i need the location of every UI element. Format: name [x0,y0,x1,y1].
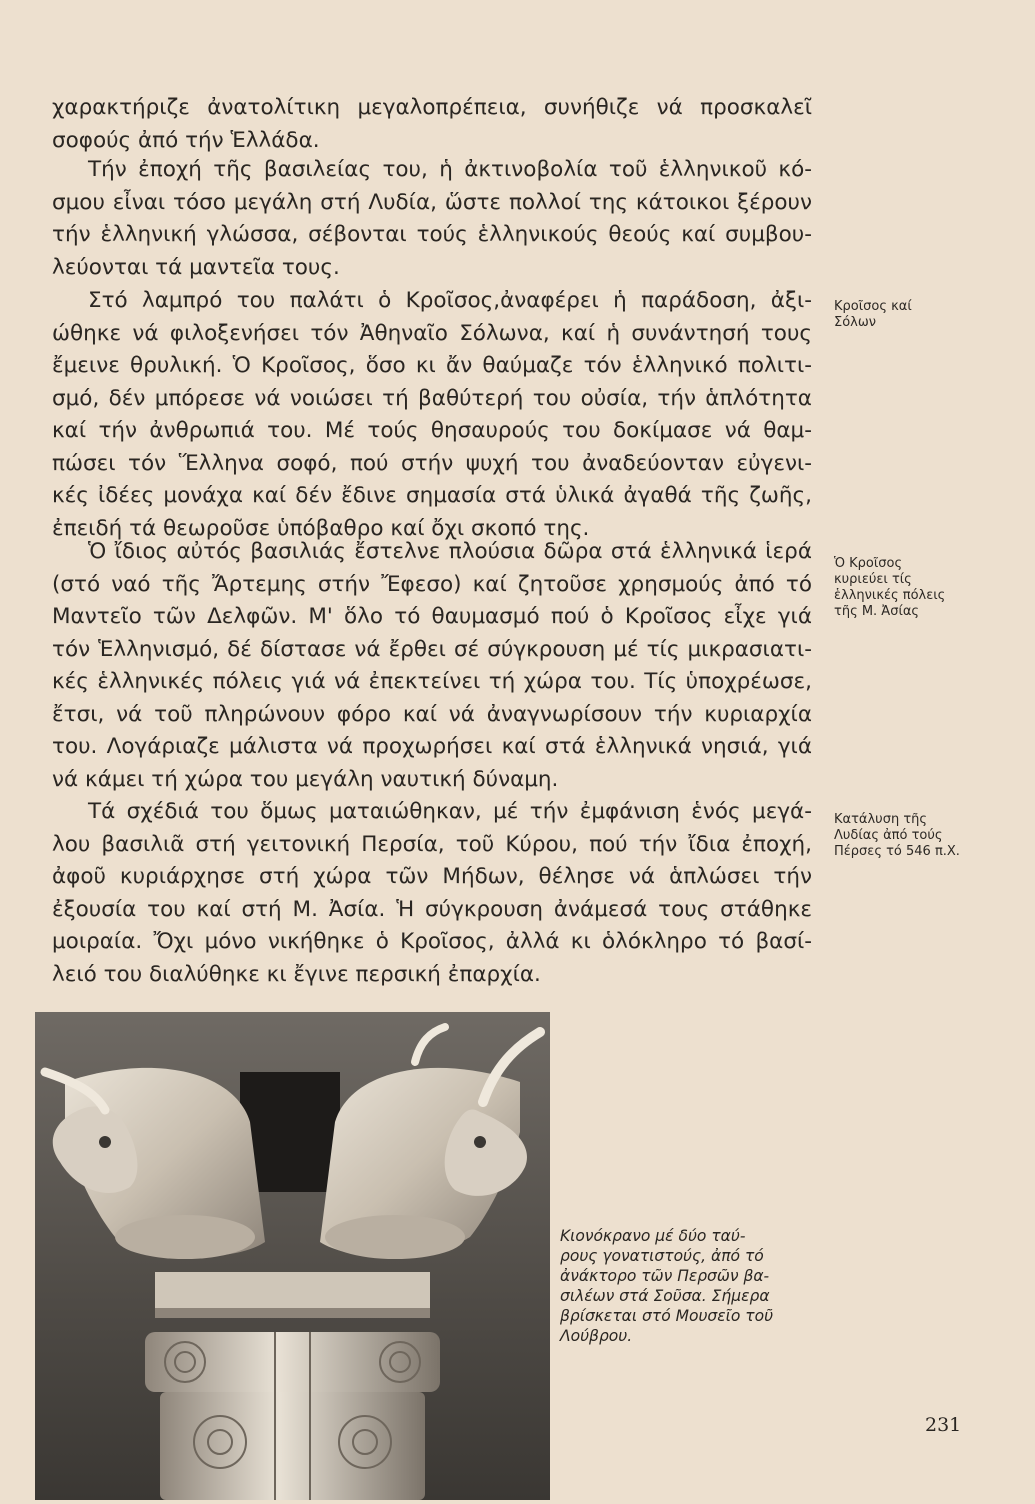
paragraph-2 [52,154,812,284]
text-line: λου βασιλιᾶ στή γειτονική Περσία, τοῦ Κύρου, πού τήν ἴδια ἐποχή, [52,831,812,857]
note-line: κυριεύει τίς [834,572,912,587]
note-line: Σόλων [834,315,877,330]
text-line: χαρακτήριζε ἀνατολίτικη μεγαλοπρέπεια, συνήθιζε νά προσκαλεῖ [52,95,812,120]
note-line: ἑλληνικές πόλεις [834,588,946,603]
text-line: καί τήν ἀνθρωπιά του. Μέ τούς θησαυρούς του δοκίμασε νά θαμ- [52,418,812,443]
paragraph-4 [52,536,812,796]
text-line: τήν ἑλληνική γλώσσα, σέβονται τούς ἑλληνικούς θεούς καί συμβου- [52,222,812,247]
note-line: Κροῖσος καί [834,299,912,314]
bull-capital-image [35,1012,550,1500]
note-line: Κατάλυση τῆς [834,812,928,827]
text-line: τόν Ἑλληνισμό, δέ δίστασε νά ἔρθει σέ σύγκρουση μέ τίς μικρασιατι- [52,636,812,662]
margin-note-croesus-solon [834,299,1004,331]
text-line: Στό λαμπρό του παλάτι ὁ Κροῖσος,ἀναφέρει ἡ παράδοση, ἀξι- [88,288,812,313]
text-line: ἐξουσία του καί στή Μ. Ἀσία. Ἡ σύγκρουση ἀνάμεσά τους στάθηκε [52,896,812,922]
text-line: του. Λογάριαζε μάλιστα νά προχωρήσει καί στά ἑλληνικά νησιά, γιά [52,734,812,759]
text-line: νά κάμει τή χώρα του μεγάλη ναυτική δύναμη. [52,766,559,792]
paragraph-1 [52,92,812,157]
caption-line: σιλέων στά Σοῦσα. Σήμερα [560,1287,770,1305]
caption-line: ἀνάκτορο τῶν Περσῶν βα- [560,1267,770,1285]
bull-capital-photo [35,1012,550,1500]
paragraph-3 [52,285,812,545]
paragraph-5 [52,796,812,991]
text-line: (στό ναό τῆς Ἄρτεμης στήν Ἔφεσο) καί ζητοῦσε χρησμούς ἀπό τό [52,571,812,597]
text-line: ἔμεινε θρυλική. Ὁ Κροῖσος, ὅσο κι ἄν θαύμαζε τόν ἑλληνικό πολιτι- [52,353,812,378]
text-line: σμό, δέν μπόρεσε νά νοιώσει τή βαθύτερή του οὐσία, τήν ἁπλότητα [52,385,812,411]
text-line: πώσει τόν Ἕλληνα σοφό, πού στήν ψυχή του ἀναδεύονταν εὐγενι- [52,450,812,476]
text-line: λειό του διαλύθηκε κι ἔγινε περσική ἐπαρχία. [52,961,541,987]
text-line: ώθηκε νά φιλοξενήσει τόν Ἀθηναῖο Σόλωνα, καί ἡ συνάντησή τους [52,320,812,346]
note-line: Ὁ Κροῖσος [834,556,903,571]
caption-line: Κιονόκρανο μέ δύο ταύ- [560,1227,746,1245]
text-line: σοφούς ἀπό τήν Ἑλλάδα. [52,127,320,153]
caption-line: βρίσκεται στό Μουσεῖο τοῦ [560,1307,774,1325]
text-line: κές ἰδέες μονάχα καί δέν ἔδινε σημασία στά ὑλικά ἀγαθά τῆς ζωῆς, [52,483,812,508]
caption-line: ρους γονατιστούς, ἀπό τό [560,1247,764,1265]
text-line: μοιραία. Ὄχι μόνο νικήθηκε ὁ Κροῖσος, ἀλλά κι ὁλόκληρο τό βασί- [52,929,812,954]
text-line: κές ἑλληνικές πόλεις γιά νά ἐπεκτείνει τή χώρα του. Τίς ὑποχρέωσε, [52,669,812,694]
note-line: τῆς Μ. Ἀσίας [834,604,920,619]
text-line: ἔτσι, νά τοῦ πληρώνουν φόρο καί νά ἀναγνωρίσουν τήν κυριαρχία [52,701,812,727]
text-line: ἐπειδή τά θεωροῦσε ὑπόβαθρο καί ὄχι σκοπό της. [52,515,590,541]
note-line: Λυδίας ἀπό τούς [834,828,943,843]
text-line: Μαντεῖο τῶν Δελφῶν. Μ' ὅλο τό θαυμασμό πού ὁ Κροῖσος εἶχε γιά [52,604,812,629]
text-line: Ὁ ἴδιος αὐτός βασιλιάς ἔστελνε πλούσια δῶρα στά ἑλληνικά ἱερά [88,539,812,564]
text-line: Τά σχέδιά του ὅμως ματαιώθηκαν, μέ τήν ἐμφάνιση ἑνός μεγά- [88,799,812,824]
page-number: 231 [925,1414,962,1436]
text-line: λεύονται τά μαντεῖα τους. [52,254,340,280]
text-line: σμου εἶναι τόσο μεγάλη στή Λυδία, ὥστε πολλοί της κάτοικοι ξέρουν [52,189,812,215]
photo-caption [560,1226,810,1346]
margin-note-asia-minor-cities [834,556,1004,620]
note-line: Πέρσες τό 546 π.Χ. [834,844,960,859]
text-line: Τήν ἐποχή τῆς βασιλείας του, ἡ ἀκτινοβολία τοῦ ἑλληνικοῦ κό- [88,157,812,182]
caption-line: Λούβρου. [560,1327,633,1345]
margin-note-fall-of-lydia [834,812,1004,860]
text-line: ἀφοῦ κυριάρχησε στή χώρα τῶν Μήδων, θέλησε νά ἁπλώσει τήν [52,864,812,889]
